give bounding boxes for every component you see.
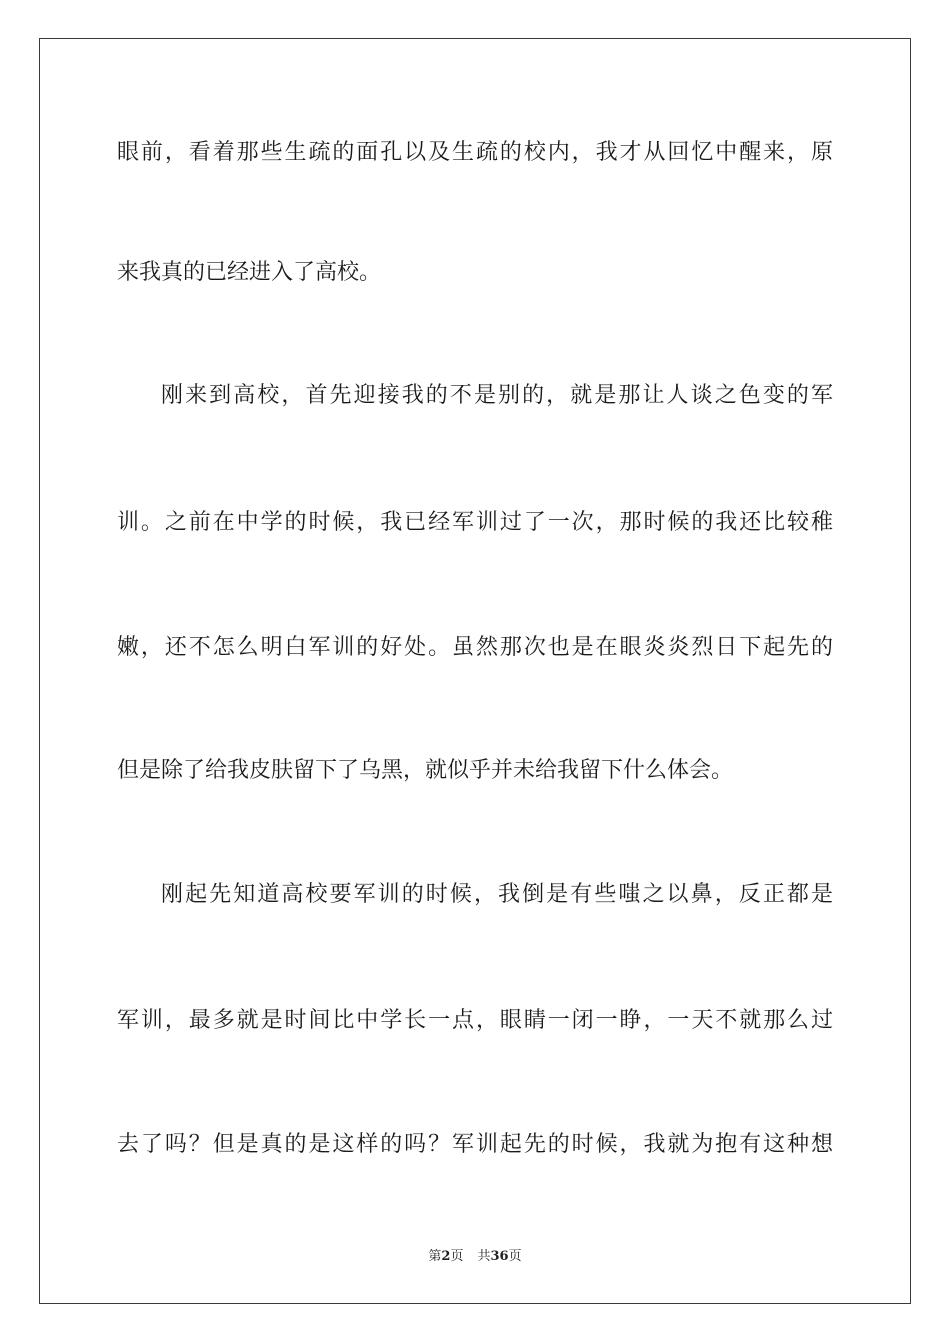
page-number: 2	[441, 1249, 451, 1264]
body-line-4: 训。之前在中学的时候，我已经军训过了一次，那时候的我还比较稚	[117, 510, 833, 535]
body-line-3: 刚来到高校，首先迎接我的不是别的，就是那让人谈之色变的军	[161, 383, 833, 408]
body-line-6: 但是除了给我皮肤留下了乌黑，就似乎并未给我留下什么体会。	[117, 758, 734, 783]
body-line-9: 去了吗？但是真的是这样的吗？军训起先的时候，我就为抱有这种想	[117, 1132, 833, 1157]
total-prefix: 共	[477, 1249, 491, 1264]
page-suffix: 页	[450, 1249, 464, 1264]
body-line-5: 嫩，还不怎么明白军训的好处。虽然那次也是在眼炎炎烈日下起先的	[117, 635, 833, 660]
body-line-1: 眼前，看着那些生疏的面孔以及生疏的校内，我才从回忆中醒来，原	[117, 140, 833, 165]
page-prefix: 第	[428, 1249, 442, 1264]
body-line-2: 来我真的已经进入了高校。	[117, 260, 382, 285]
total-pages: 36	[490, 1249, 509, 1264]
body-line-7: 刚起先知道高校要军训的时候，我倒是有些嗤之以鼻，反正都是	[161, 882, 833, 907]
body-line-8: 军训，最多就是时间比中学长一点，眼睛一闭一睁，一天不就那么过	[117, 1008, 833, 1033]
total-suffix: 页	[508, 1249, 522, 1264]
page-border	[39, 38, 911, 1304]
page-footer	[0, 1248, 950, 1266]
